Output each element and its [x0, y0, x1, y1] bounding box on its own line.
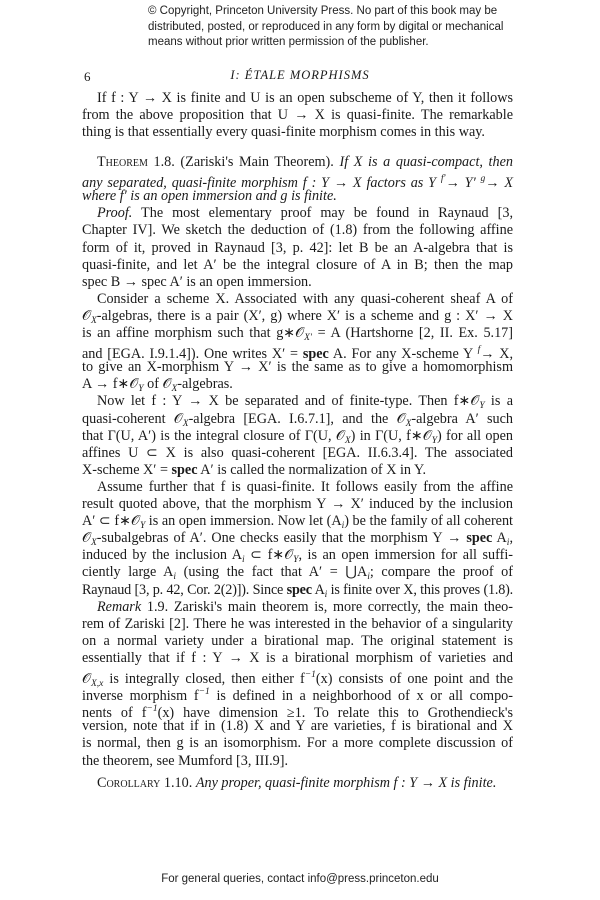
text-segment: ⊂ f∗𝒪 [244, 547, 294, 564]
text-line [82, 107, 513, 124]
text-segment: (x) consists of one point and the [315, 671, 513, 687]
text-segment: on a normal variety under a birational map. The original statement is [82, 632, 513, 649]
text-segment: 1.9. Zariski's main theorem is, more correctly, the main theo- [141, 598, 513, 615]
text-segment: -algebra [EGA. I.6.7.1], and the 𝒪 [188, 410, 406, 427]
text-segment: affines U ⊂ X is also quasi-coherent [EGA. II.6.3.4]. The associated [82, 444, 513, 461]
text-segment: ; compare the proof of [369, 564, 513, 581]
text-line [97, 479, 513, 496]
text-segment: thing is that essentially every quasi-finite morphism comes in this way. [82, 124, 485, 140]
text-segment: −1 [146, 704, 158, 715]
text-segment: A [492, 530, 507, 547]
text-segment: from the above proposition that U → X is quasi-finite. The remarkable [82, 107, 513, 123]
page-number: 6 [84, 69, 91, 84]
text-segment: rem of Zariski [2]. There he was interested in the behavior of a singularity [82, 615, 513, 632]
text-segment: spec [466, 530, 493, 547]
text-segment: X-scheme X′ = [82, 461, 172, 478]
text-segment: i [242, 555, 245, 566]
text-segment: quasi-finite, and let A′ be the integral closure of A in B; then the map [82, 256, 513, 273]
text-line [82, 257, 513, 274]
text-segment: result quoted above, that the morphism Y → X′ induced by the inclusion [82, 496, 513, 512]
text-line [82, 274, 513, 291]
text-segment: A [311, 581, 325, 598]
text-line [82, 735, 513, 752]
text-line [97, 291, 513, 308]
text-segment: ) in Γ(U, f∗𝒪 [350, 427, 432, 444]
text-segment: to give an X-morphism Y → X′ is the same as to give a homomorphism [82, 359, 513, 376]
text-segment: , [509, 530, 513, 547]
text-segment: → X [485, 175, 513, 192]
text-segment: Corollary 1.10. [97, 775, 193, 791]
text-segment: i [324, 589, 328, 600]
text-line [82, 753, 513, 770]
text-segment: i [367, 572, 370, 583]
text-segment: is integrally closed, then either f [103, 671, 305, 687]
text-segment: the theorem, see Mumford [3, III.9]. [82, 752, 289, 769]
text-segment: version, note that if in (1.8) X and Y are varieties, f is birational and X [82, 718, 513, 735]
text-segment: where f′ is an open immersion and g is finite. [82, 188, 337, 205]
text-segment: spec B → spec A′ is an open immersion. [82, 273, 312, 290]
text-segment: is finite over X, this proves (1.8). [327, 581, 514, 598]
text-line [82, 445, 513, 462]
text-line [82, 359, 513, 376]
text-segment: -subalgebras of A′. One checks easily that the morphism Y → [96, 530, 467, 547]
text-line [82, 188, 513, 205]
text-line [82, 650, 513, 667]
text-segment: Y [293, 555, 299, 566]
text-line [97, 90, 513, 107]
text-line [97, 154, 513, 171]
text-line [82, 616, 513, 633]
text-segment: X [344, 435, 351, 446]
copyright-line: distributed, posted, or reproduced in any form by digital or mechanical [148, 20, 504, 33]
text-segment: Consider a scheme X. Associated with any quasi-coherent sheaf A of [97, 290, 513, 307]
text-segment: (x) have dimension ≥1. To relate this to Grothendieck's [157, 705, 513, 722]
text-segment: X [90, 538, 97, 549]
text-segment: and [EGA. I.9.1.4]). One writes X′ = [82, 346, 303, 363]
text-segment: (Zariski's Main Theorem). [174, 154, 340, 170]
text-line [97, 775, 513, 792]
text-segment: X [182, 418, 189, 429]
text-segment: Any proper, quasi-finite morphism f : Y → X is finite. [195, 775, 497, 791]
text-segment: that Γ(U, A′) is the integral closure of Γ(U, 𝒪 [82, 427, 345, 444]
text-line [82, 496, 513, 513]
text-segment: nents of f [82, 705, 147, 722]
text-segment: Y [139, 521, 146, 532]
text-segment: → Y′ [445, 175, 481, 192]
text-segment: Y [479, 401, 485, 412]
text-segment: is a [484, 393, 513, 410]
text-segment: f′ [440, 174, 446, 185]
text-segment: g [480, 174, 486, 185]
text-segment: = A (Hartshorne [2, II. Ex. 5.17] [312, 325, 513, 341]
text-segment: Proof. [97, 205, 133, 222]
text-segment: Raynaud [3, p. 42, Cor. 2(2)]). Since [82, 581, 287, 598]
text-line [97, 205, 513, 222]
text-line [82, 124, 513, 141]
text-segment: form of it, proved in Raynaud [3, p. 42]: let B be an A-algebra that is [82, 239, 513, 256]
text-segment: -algebras. [177, 376, 233, 393]
text-segment: X′ [304, 333, 313, 343]
text-segment: 𝒪 [82, 530, 91, 547]
text-segment: ) be the family of all coherent [344, 513, 513, 530]
text-segment: Y [431, 435, 437, 446]
text-segment: X [90, 315, 97, 326]
text-segment: X [405, 418, 412, 429]
running-title: I: ÉTALE MORPHISMS [230, 68, 370, 82]
text-segment: Assume further that f is quasi-finite. It follows easily from the affine [97, 478, 513, 495]
text-segment: A → f∗𝒪 [82, 376, 139, 393]
text-segment: Chapter IV]. We sketch the deduction of (1.8) from the following affine [82, 222, 513, 239]
text-segment: (using the fact that A′ = ⋃A [176, 564, 368, 581]
text-segment: any separated, quasi-finite morphism f : Y → X factors as Y [82, 175, 441, 192]
text-segment: inverse morphism f [82, 688, 199, 705]
text-segment: induced by the inclusion A [82, 547, 243, 564]
text-line [82, 222, 513, 239]
text-segment: If X is a quasi-compact, then [339, 154, 513, 170]
text-segment: is an affine morphism such that g∗𝒪 [82, 325, 305, 341]
text-segment: essentially that if f : Y → X is a birational morphism of varieties and [82, 649, 513, 666]
footer-contact: For general queries, contact info@press.princeton.edu [161, 873, 439, 885]
text-segment: i [173, 572, 177, 583]
text-segment: −1 [304, 670, 316, 680]
text-segment: A′ is called the normalization of X in Y. [197, 461, 427, 478]
text-segment: quasi-coherent 𝒪 [82, 410, 183, 427]
text-segment: Y [138, 384, 144, 395]
text-segment: -algebras, there is a pair (X′, g) where X′ is a scheme and g : X′ → X [96, 307, 513, 324]
text-segment: Remark [97, 598, 142, 615]
text-segment: 𝒪 [82, 671, 91, 687]
text-segment: spec [302, 346, 329, 363]
copyright-line: © Copyright, Princeton University Press. No part of this book may be [148, 5, 498, 17]
text-segment: f [477, 345, 481, 356]
text-segment: i [341, 521, 345, 532]
text-segment: A. For any X-scheme Y [328, 346, 478, 363]
text-segment: X [171, 384, 178, 395]
text-segment: is defined in a neighborhood of x or all compo- [209, 688, 513, 705]
copyright-line: means without prior written permission of the publisher. [148, 36, 429, 48]
text-segment: ) for all open [436, 427, 514, 444]
text-segment: −1 [198, 687, 210, 698]
text-segment: is an open immersion. Now let (A [145, 513, 342, 530]
text-line [82, 633, 513, 650]
text-segment: of 𝒪 [143, 376, 172, 393]
text-segment: ciently large A [82, 564, 174, 581]
text-segment: A′ ⊂ f∗𝒪 [82, 513, 140, 530]
text-segment: spec [171, 461, 198, 478]
text-segment: X,x [90, 679, 104, 689]
text-segment: -algebra A′ such [411, 410, 514, 427]
text-line [82, 462, 513, 479]
text-line [82, 240, 513, 257]
text-segment: spec [286, 581, 312, 598]
text-segment: 𝒪 [82, 307, 91, 324]
text-segment: i [506, 538, 510, 549]
text-line [97, 599, 513, 616]
text-segment: If f : Y → X is finite and U is an open subscheme of Y, then it follows [97, 90, 513, 106]
text-line [82, 718, 513, 735]
text-segment: The most elementary proof may be found in Raynaud [3, [132, 205, 513, 222]
text-segment: → X, [480, 346, 513, 363]
text-segment: Theorem 1.8. [97, 154, 175, 170]
text-segment: is normal, then g is an isomorphism. For a more complete discussion of [82, 735, 513, 752]
text-segment: , is an open immersion for all suffi- [298, 547, 513, 564]
text-segment: Now let f : Y → X be separated and of finite-type. Then f∗𝒪 [97, 393, 480, 410]
copyright-notice [148, 4, 503, 51]
